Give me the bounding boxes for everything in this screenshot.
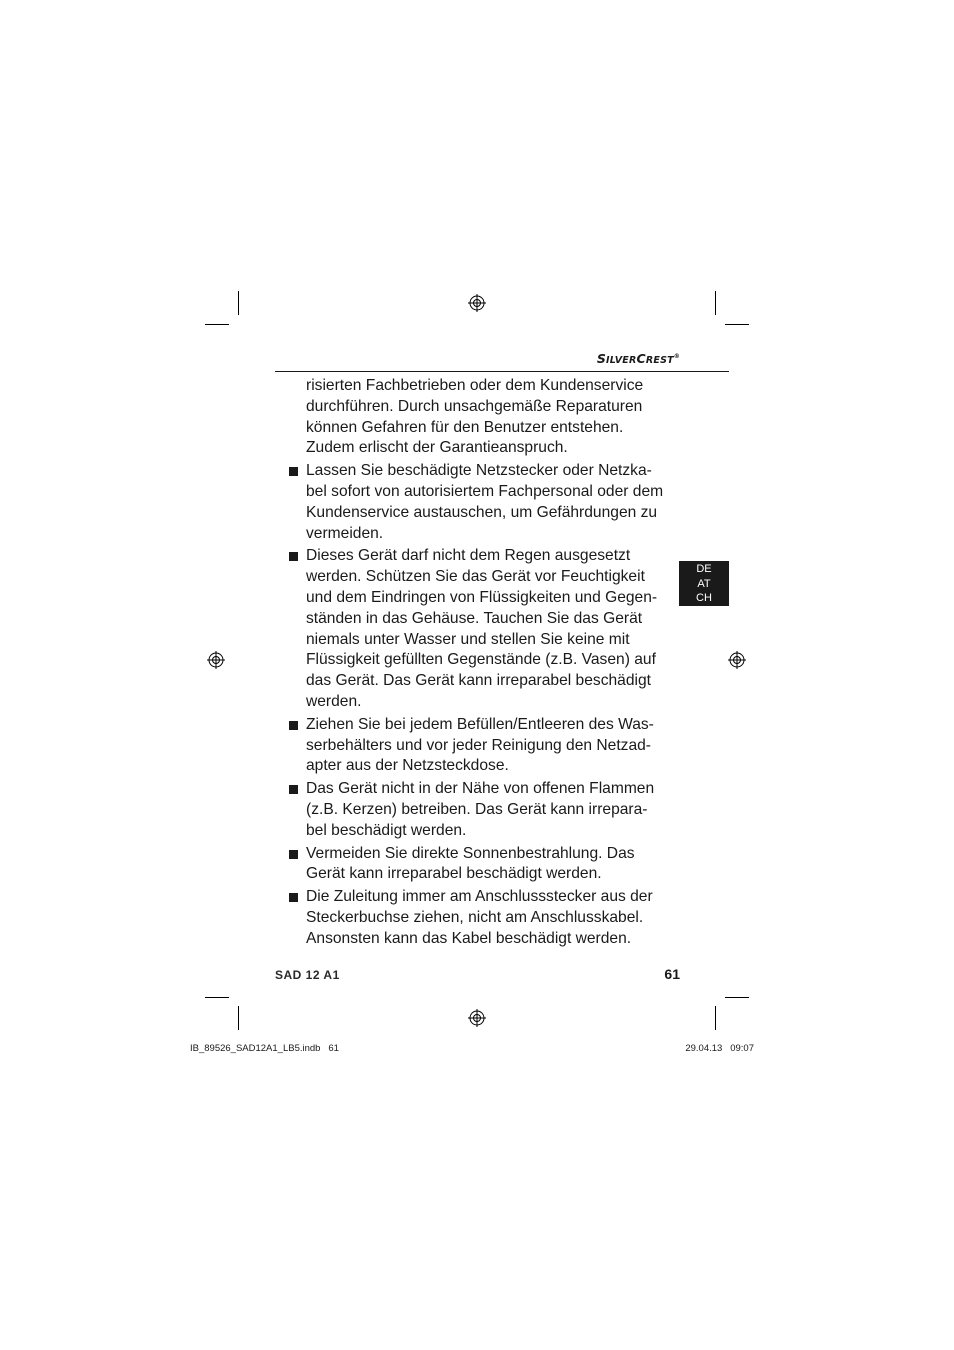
safety-instructions: [286, 376, 666, 952]
language-tab: [679, 561, 729, 606]
square-bullet-icon: [289, 467, 298, 476]
crop-mark: [725, 997, 749, 998]
square-bullet-icon: [289, 893, 298, 902]
text-line: risierten Fachbetrieben oder dem Kundenservice: [306, 377, 644, 394]
language-code: CH: [696, 592, 712, 604]
crop-mark: [238, 291, 239, 315]
text-line: Zudem erlischt der Garantieanspruch.: [306, 439, 568, 457]
text-line: serbehälters und vor jeder Reinigung den Netzad-: [306, 736, 652, 754]
crop-mark: [715, 291, 716, 315]
text-line: Ansonsten kann das Kabel beschädigt werden.: [306, 929, 632, 947]
registration-mark-icon: [207, 651, 225, 669]
text-line: bel sofort von autorisiertem Fachpersonal oder dem: [306, 482, 664, 500]
text-line: werden. Schützen Sie das Gerät vor Feuchtigkeit: [306, 568, 645, 586]
square-bullet-icon: [289, 785, 298, 794]
text-line: apter aus der Netzsteckdose.: [306, 757, 509, 775]
text-line: ständen in das Gehäuse. Tauchen Sie das Gerät: [306, 609, 643, 627]
crop-mark: [205, 997, 229, 998]
registration-mark-icon: [728, 651, 746, 669]
print-slug-datetime: 29.04.13 09:07: [685, 1043, 754, 1054]
list-item: [286, 715, 666, 777]
text-line: Lassen Sie beschädigte Netzstecker oder Netzka-: [306, 462, 652, 480]
continuation-paragraph: [286, 376, 666, 459]
square-bullet-icon: [289, 552, 298, 561]
text-line: niemals unter Wasser und stellen Sie keine mit: [306, 630, 630, 648]
registration-mark-icon: [468, 1009, 486, 1027]
text-line: können Gefahren für den Benutzer entstehen.: [306, 418, 624, 436]
text-line: Steckerbuchse ziehen, nicht am Anschlusskabel.: [306, 908, 644, 926]
text-line: Das Gerät nicht in der Nähe von offenen Flammen: [306, 780, 655, 798]
crop-mark: [725, 324, 749, 325]
square-bullet-icon: [289, 721, 298, 730]
model-number: SAD 12 A1: [275, 968, 340, 982]
text-line: und dem Eindringen von Flüssigkeiten und Gegen-: [306, 588, 658, 606]
list-item: [286, 844, 666, 886]
brand-logo-text: S: [596, 351, 607, 366]
text-line: (z.B. Kerzen) betreiben. Das Gerät kann irrepara-: [306, 800, 648, 818]
crop-mark: [205, 324, 229, 325]
page-number: 61: [664, 966, 680, 982]
text-line: Gerät kann irreparabel beschädigt werden.: [306, 865, 602, 883]
text-line: Flüssigkeit gefüllten Gegenstände (z.B. Vasen) auf: [306, 651, 656, 669]
text-line: vermeiden.: [306, 524, 384, 542]
print-slug-file: IB_89526_SAD12A1_LB5.indb 61: [190, 1043, 339, 1054]
square-bullet-icon: [289, 850, 298, 859]
text-line: Ziehen Sie bei jedem Befüllen/Entleeren des Was-: [306, 715, 654, 733]
list-item: [286, 546, 666, 712]
header-rule: [275, 371, 729, 372]
registration-mark-icon: [468, 294, 486, 312]
text-line: durchführen. Durch unsachgemäße Reparaturen: [306, 397, 643, 415]
language-code: DE: [696, 563, 712, 575]
brand-logo-text: C: [636, 351, 646, 366]
language-code: AT: [697, 577, 711, 590]
text-line: bel beschädigt werden.: [306, 821, 467, 839]
registered-mark: ®: [673, 352, 680, 360]
brand-logo-text: REST: [645, 355, 674, 366]
text-line: Kundenservice austauschen, um Gefährdungen zu: [306, 503, 658, 521]
crop-mark: [238, 1006, 239, 1030]
text-line: Vermeiden Sie direkte Sonnenbestrahlung. Das: [306, 844, 635, 862]
brand-logo: [560, 351, 680, 366]
text-line: Die Zuleitung immer am Anschlussstecker aus der: [306, 888, 653, 906]
list-item: [286, 461, 666, 544]
list-item: [286, 887, 666, 949]
crop-mark: [715, 1006, 716, 1030]
list-item: [286, 779, 666, 841]
text-line: Dieses Gerät darf nicht dem Regen ausgesetzt: [306, 547, 631, 565]
text-line: das Gerät. Das Gerät kann irreparabel beschädigt: [306, 672, 651, 690]
text-line: werden.: [306, 692, 362, 710]
brand-logo-text: ILVER: [606, 355, 637, 366]
